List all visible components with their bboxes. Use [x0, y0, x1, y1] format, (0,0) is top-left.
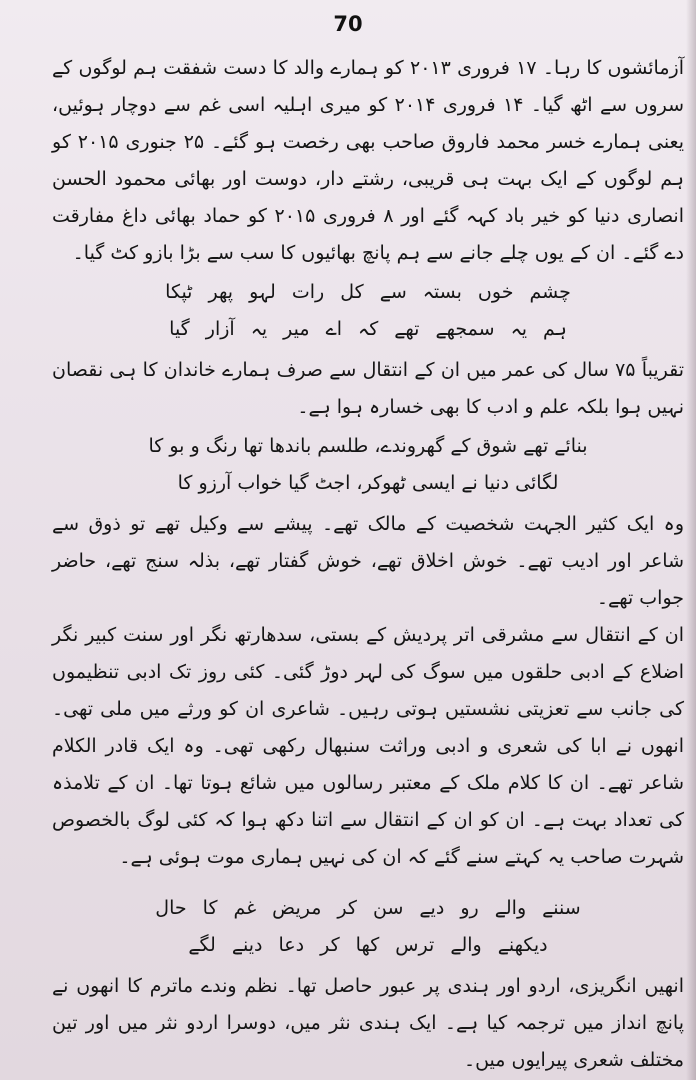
paragraph-personality: وہ ایک کثیر الجہت شخصیت کے مالک تھے۔ پیشے سے وکیل تھے تو ذوق سے شاعر اور ادیب تھے۔ خوش اخلاق تھے، خوش گفتار تھے، بذلہ سنج تھے، حاضر جواب تھے۔ [52, 513, 684, 609]
verse-line: سننے والے رو دیے سن کر مریض غم کا حال [155, 897, 581, 919]
verse-line: چشم خوں بستہ سے کل رات لہو پھر ٹپکا [165, 281, 571, 303]
verse-line: ہم یہ سمجھے تھے کہ اے میر یہ آزار گیا [169, 318, 567, 340]
couplet-dreams [52, 428, 684, 502]
couplet-mir [52, 274, 684, 348]
page-edge-shadow [686, 0, 696, 1080]
couplet-grief [52, 890, 684, 964]
paragraph-opening: آزمائشوں کا رہا۔ ۱۷ فروری ۲۰۱۳ کو ہمارے والد کا دست شفقت ہم لوگوں کے سروں سے اٹھ گیا۔ ۱۴ فروری ۲۰۱۴ کو میری اہلیہ اسی غم سے دوچار ہوئیں، یعنی ہمارے خسر محمد فاروق صاحب بھی رخصت ہو گئے۔ ۲۵ جنوری ۲۰۱۵ کو ہم لوگوں کے ایک بہت ہی قریبی، رشتے دار، دوست اور بھائی محمود الحسن انصاری دنیا کو خیر باد کہہ گئے اور ۸ فروری ۲۰۱۵ کو حماد بھائی داغ مفارقت دے گئے۔ ان کے یوں چلے جانے سے ہم پانچ بھائیوں کا سب سے بڑا بازو کٹ گیا۔ [52, 57, 685, 264]
page-number: 70 [333, 12, 363, 36]
verse-line: دیکھنے والے ترس کھا کر دعا دینے لگے [188, 934, 548, 956]
paragraph-mourning: ان کے انتقال سے مشرقی اتر پردیش کے بستی، سدھارتھ نگر اور سنت کبیر نگر اضلاع کے ادبی حلقوں میں سوگ کی لہر دوڑ گئی۔ کئی روز تک ادبی تنظیموں کی جانب سے تعزیتی نشستیں ہوتی رہیں۔ شاعری ان کو ورثے میں ملی تھی۔ انھوں نے ابا کی شعری و ادبی وراثت سنبھال رکھی تھی۔ وہ ایک قادر الکلام شاعر تھے۔ ان کا کلام ملک کے معتبر رسالوں میں شائع ہوتا تھا۔ ان کے تلامذہ کی تعداد بہت ہے۔ ان کو ان کے انتقال سے اتنا دکھ ہوا کہ کئی لوگ بالخصوص شہرت صاحب یہ کہتے سنے گئے کہ ان کی نہیں ہماری موت ہوئی ہے۔ [52, 624, 684, 868]
verse-line: لگائی دنیا نے ایسی ٹھوکر، اجٹ گیا خواب آرزو کا [177, 472, 559, 494]
verse-line: بنائے تھے شوق کے گھروندے، طلسم باندھا تھا رنگ و بو کا [148, 435, 588, 457]
paragraph-languages: انھیں انگریزی، اردو اور ہندی پر عبور حاصل تھا۔ نظم وندے ماترم کا انھوں نے پانچ انداز میں ترجمہ کیا ہے۔ ایک ہندی نثر میں، دوسرا اردو نثر میں اور تین مختلف شعری پیرایوں میں۔ [52, 975, 684, 1071]
paragraph-age-loss: تقریباً ۷۵ سال کی عمر میں ان کے انتقال سے صرف ہمارے خاندان کا ہی نقصان نہیں ہوا بلکہ علم و ادب کا بھی خسارہ ہوا ہے۔ [52, 359, 684, 418]
page-body [52, 50, 684, 1079]
